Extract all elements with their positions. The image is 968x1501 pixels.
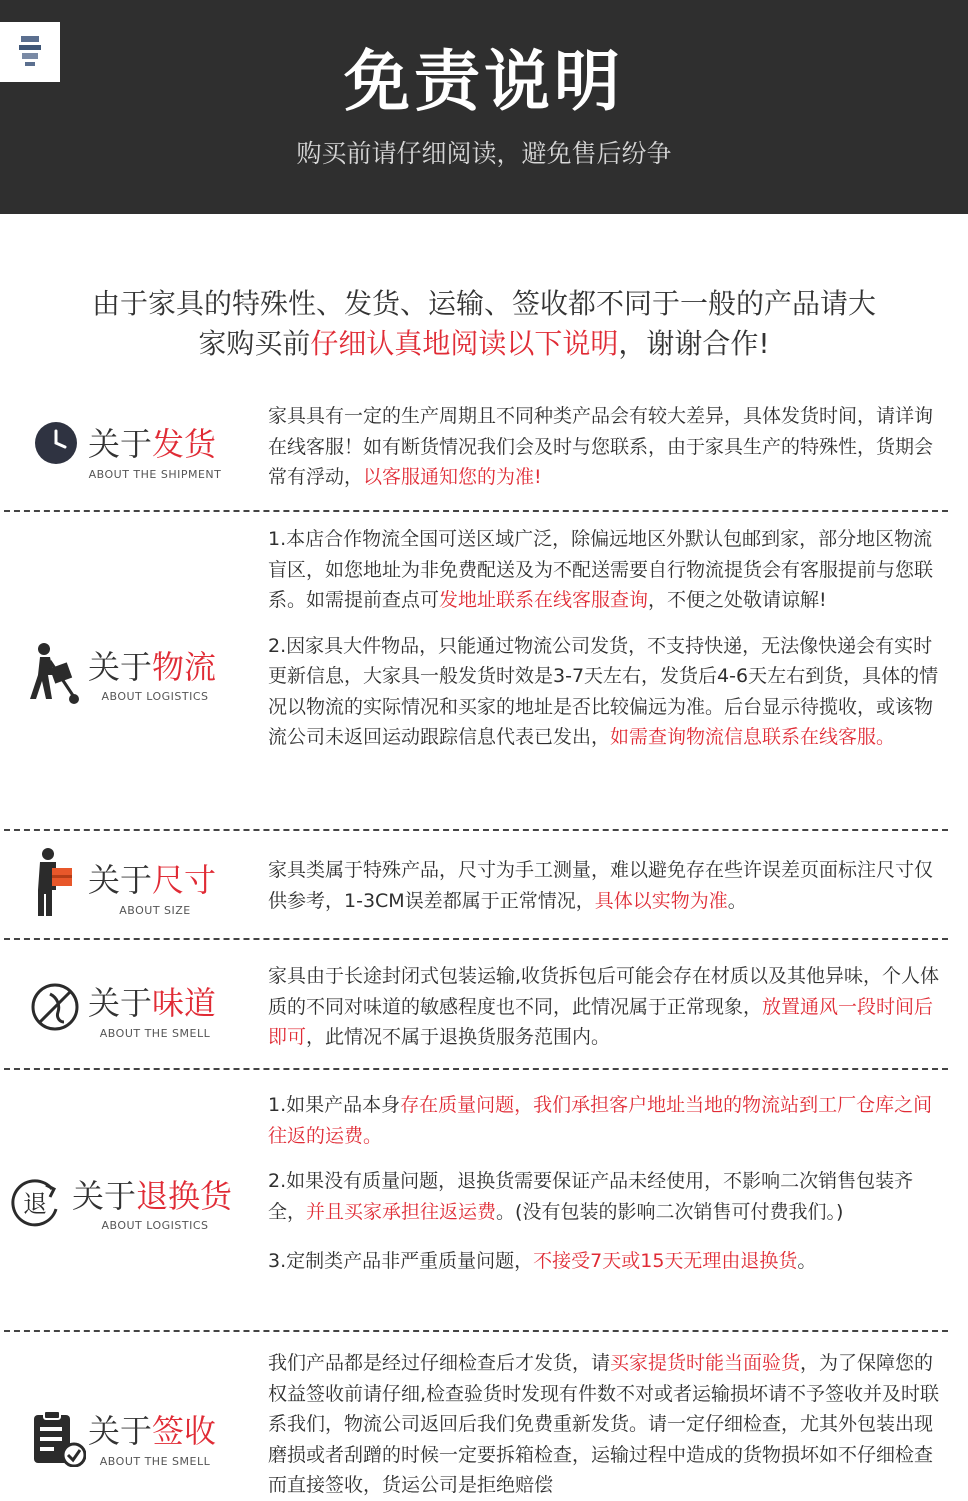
section-logistics (0, 515, 968, 825)
intro-line-2 (40, 324, 928, 364)
intro-text: 家购买前 (198, 327, 311, 360)
section-subtitle: ABOUT LOGISTICS (101, 690, 209, 703)
intro-notice (40, 284, 928, 364)
title-keyword: 味道 (152, 984, 217, 1022)
body-text: 2.因家具大件物品，只能通过物流公司发货，不支持快递，无法像快递会有实时更新信息，大家具一般发货时效是3-7天左右，发货后4-6天左右到货，具体的情况以物流的实际情况和买家的地址是否比较偏远为准。后台显示待揽收，或该物流公司未返回运动跟踪信息代表已发出， (268, 634, 939, 748)
title-keyword: 退换货 (136, 1177, 233, 1215)
divider (4, 1330, 948, 1332)
highlight-text: 买家提货时能当面验货 (610, 1352, 801, 1374)
page-subtitle: 购买前请仔细阅读，避免售后纷争 (296, 139, 672, 168)
section-subtitle: ABOUT SIZE (119, 904, 191, 917)
body-text: 。(没有包装的影响二次销售可付费我们。) (496, 1200, 844, 1223)
body-text: ，不便之处敬请谅解! (648, 589, 827, 611)
divider (4, 829, 948, 831)
section-text (268, 524, 944, 753)
body-text: 我们产品都是经过仔细检查后才发货，请 (268, 1352, 611, 1374)
highlight-text: 发地址联系在线客服查询 (439, 589, 649, 611)
body-text: 。 (797, 1250, 817, 1272)
intro-text-end: ，谢谢合作! (618, 327, 770, 360)
section-title (72, 1176, 232, 1216)
paragraph-1 (268, 1090, 944, 1151)
title-prefix: 关于 (88, 1412, 153, 1450)
body-text: 1.如果产品本身 (268, 1094, 401, 1116)
body-text: 3.定制类产品非严重质量问题， (268, 1250, 534, 1272)
title-prefix: 关于 (72, 1177, 137, 1215)
body-text: ，为了保障您的权益签收前请仔细,检查验货时发现有件数不对或者运输损坏请不予签收并及时联系我们，物流公司返回后我们免费重新发货。请一定仔细检查，尤其外包装出现磨损或者刮蹭的时候一定要拆箱检查，运输过程中造成的货物损坏如不仔细检查而直接签收，货运公司是拒绝赔偿 (268, 1352, 940, 1496)
page-title: 免责说明 (344, 43, 624, 120)
section-title (88, 1411, 216, 1451)
intro-highlight: 仔细认真地阅读以下说明 (310, 327, 619, 360)
section-text (268, 855, 944, 916)
delivery-person-icon (30, 641, 86, 709)
highlight-text: 存在质量问题，我们承担客户地址当地的物流站到工厂仓库之间往返的运费。 (268, 1094, 933, 1147)
return-icon-char: 退 (23, 1190, 47, 1218)
return-icon (8, 1177, 62, 1231)
intro-line-1: 由于家具的特殊性、发货、运输、签收都不同于一般的产品请大 (91, 287, 876, 320)
section-title (88, 424, 216, 464)
title-keyword: 发货 (152, 425, 217, 463)
highlight-text: 如需查询物流信息联系在线客服。 (610, 726, 896, 748)
header-banner (0, 0, 968, 214)
body-text: ，此情况不属于退换货服务范围内。 (306, 1026, 611, 1048)
highlight-text: 具体以实物为准 (594, 889, 728, 912)
body-text: 。 (727, 889, 747, 912)
highlight-text: 放置通风一段时间后即可 (268, 995, 934, 1048)
section-size (0, 834, 968, 934)
title-prefix: 关于 (88, 648, 153, 686)
section-subtitle: ABOUT THE SMELL (99, 1455, 211, 1468)
title-prefix: 关于 (88, 984, 153, 1022)
section-text (268, 961, 944, 1053)
section-shipment (0, 390, 968, 510)
divider (4, 1068, 948, 1070)
divider (4, 510, 948, 512)
section-returns (0, 1073, 968, 1323)
clock-icon (34, 421, 78, 469)
highlight-text: 并且买家承担往返运费 (306, 1200, 497, 1223)
paragraph-1 (268, 524, 944, 616)
title-keyword: 尺寸 (152, 861, 217, 899)
section-subtitle: ABOUT THE SHIPMENT (88, 468, 222, 481)
title-keyword: 签收 (152, 1412, 217, 1450)
title-prefix: 关于 (88, 861, 153, 899)
paragraph-2 (268, 631, 944, 753)
no-smell-icon (30, 982, 80, 1036)
highlight-text: 不接受7天或15天无理由退换货 (533, 1250, 798, 1272)
paragraph-2 (268, 1166, 944, 1227)
section-text (268, 401, 944, 493)
section-subtitle: ABOUT LOGISTICS (101, 1219, 209, 1232)
sign-clipboard-icon (30, 1409, 86, 1471)
body-text: 1.本店合作物流全国可送区域广泛，除偏远地区外默认包邮到家，部分地区物流盲区，如您地址为非免费配送及为不配送需要自行物流提货会有客服提前与您联系。如需提前查点可 (268, 528, 934, 611)
divider (4, 938, 948, 940)
section-title (88, 860, 216, 900)
section-text (268, 1348, 944, 1501)
title-prefix: 关于 (88, 425, 153, 463)
body-text: 家具具有一定的生产周期且不同种类产品会有较大差异，具体发货时间，请详询在线客服！如有断货情况我们会及时与您联系，由于家具生产的特殊性，货期会常有浮动， (268, 405, 934, 488)
section-subtitle: ABOUT THE SMELL (99, 1027, 211, 1040)
box-carrier-icon (34, 846, 76, 922)
title-keyword: 物流 (152, 648, 217, 686)
section-title (88, 983, 216, 1023)
body-text: 家具由于长途封闭式包装运输,收货拆包后可能会存在材质以及其他异味，个人体质的不同对味道的敏感程度也不同，此情况属于正常现象， (268, 965, 940, 1018)
section-smell (0, 943, 968, 1063)
paragraph-3 (268, 1246, 944, 1277)
section-signing (0, 1335, 968, 1498)
body-text: 2.如果没有质量问题，退换货需要保证产品未经使用，不影响二次销售包装齐全， (268, 1170, 914, 1223)
highlight-text: 以客服通知您的为准! (363, 466, 542, 488)
section-title (88, 647, 216, 687)
body-text: 家具类属于特殊产品，尺寸为手工测量，难以避免存在些许误差页面标注尺寸仅供参考，1-3CM误差都属于正常情况， (268, 859, 934, 912)
section-text (268, 1090, 944, 1277)
